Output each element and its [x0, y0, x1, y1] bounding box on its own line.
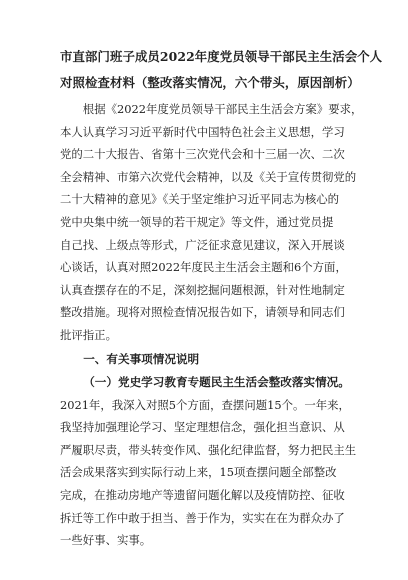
subsection-paragraph [60, 394, 357, 552]
intro-paragraph [60, 98, 363, 347]
intro-line: 二十大精神的意见》《关于坚定维护习近平同志为核心的 [60, 192, 340, 207]
intro-line: 党中央集中统一领导的若干规定》等文件，通过党员提 [60, 214, 334, 229]
intro-line: 党的二十大报告、省第十三次党代会和十三届一次、二次 [60, 147, 345, 162]
intro-line: 批评指正。 [60, 327, 117, 342]
body-line: 一些好事、实事。 [60, 533, 152, 548]
section-heading: 一、有关事项情况说明 [83, 351, 200, 366]
intro-line: 本人认真学习习近平新时代中国特色社会主义思想，学习 [60, 124, 345, 139]
document-title-line-1: 市直部门班子成员2022年度党员领导干部民主生活会个人 [60, 49, 383, 64]
document-title-line-2: 对照检查材料（整改落实情况，六个带头，原因剖析） [60, 75, 360, 90]
intro-line: 心谈话，认真对照2022年度民主生活会主题和6个方面， [60, 260, 347, 275]
intro-line: 认真查摆存在的不足，深刻挖掘问题根源，针对性地制定 [60, 282, 345, 297]
body-line: 拆迁等工作中敢于担当、善于作为，实实在在为群众办了 [60, 510, 345, 525]
subsection-heading: （一）党史学习教育专题民主生活会整改落实情况。 [83, 374, 350, 389]
document-page [60, 44, 383, 552]
body-line: 我坚持加强理论学习、坚定理想信念，强化担当意识、从 [60, 420, 345, 435]
body-line: 完成，在推动房地产等遗留问题化解以及疫情防控、征收 [60, 487, 345, 502]
body-line: 2021年，我深入对照5个方面，查摆问题15个。一年来， [60, 397, 350, 412]
intro-line: 根据《2022年度党员领导干部民主生活会方案》要求， [82, 102, 363, 116]
intro-line: 整改措施。现将对照检查情况报告如下，请领导和同志们 [60, 305, 345, 320]
intro-line: 全会精神、市第六次党代会精神，以及《关于宣传贯彻党的 [60, 169, 357, 184]
body-line: 严履职尽责，带头转变作风、强化纪律监督，努力把民主生 [60, 442, 357, 457]
body-line: 活会成果落实到实际行动上来，15项查摆问题全部整改 [60, 465, 337, 480]
intro-line: 自己找、上级点等形式，广泛征求意见建议，深入开展谈 [60, 237, 345, 252]
